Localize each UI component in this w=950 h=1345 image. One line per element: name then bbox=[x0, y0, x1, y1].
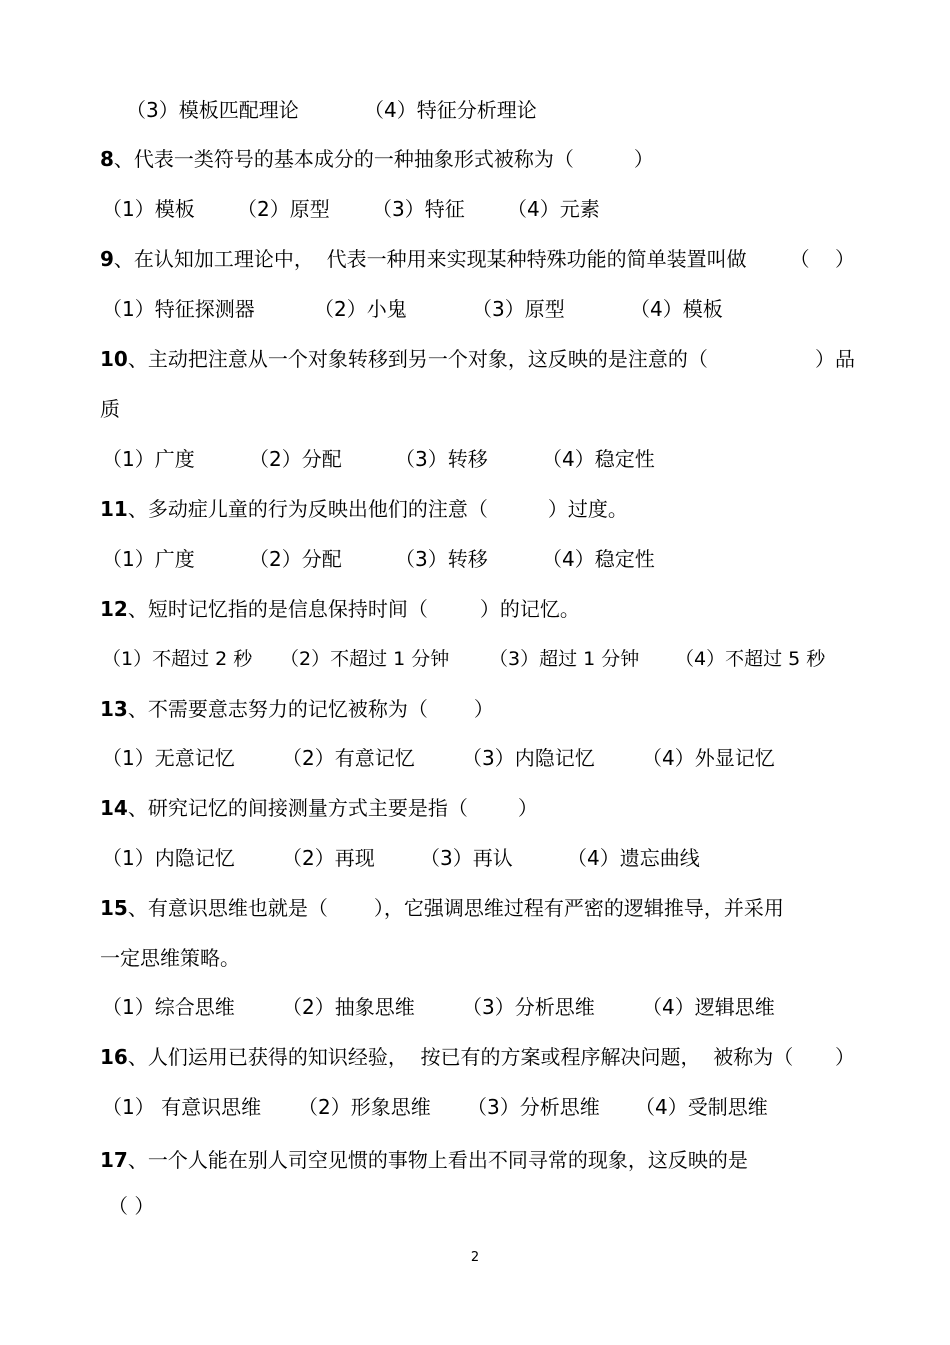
option: （1） 有意识思维 bbox=[102, 1095, 262, 1119]
option: （4）模板 bbox=[630, 297, 723, 321]
option: （4）不超过 5 秒 bbox=[675, 648, 826, 670]
question-text: 、一个人能在别人司空见惯的事物上看出不同寻常的现象，这反映的是 bbox=[127, 1148, 748, 1172]
option: （4）元素 bbox=[507, 197, 600, 221]
question-tail: ）品 bbox=[815, 347, 855, 371]
question-number: 9 bbox=[100, 247, 114, 271]
option: （3）超过 1 分钟 bbox=[489, 648, 640, 670]
question-text: 、代表一类符号的基本成分的一种抽象形式被称为（ bbox=[113, 147, 574, 171]
question-16 bbox=[100, 1042, 855, 1072]
option: （3）分析思维 bbox=[467, 1095, 600, 1119]
question-15-continuation: 一定思维策略。 bbox=[100, 946, 240, 970]
question-14 bbox=[100, 793, 538, 823]
question-9 bbox=[100, 244, 855, 274]
option: （3）原型 bbox=[472, 297, 565, 321]
question-13 bbox=[100, 694, 494, 724]
question-text: 、研究记忆的间接测量方式主要是指（ bbox=[127, 796, 468, 820]
option: （1）特征探测器 bbox=[102, 297, 255, 321]
option: （2）形象思维 bbox=[298, 1095, 431, 1119]
page-number: 2 bbox=[470, 1250, 480, 1265]
option: （3）转移 bbox=[395, 447, 488, 471]
option: （4）特征分析理论 bbox=[364, 98, 537, 122]
option: （1）无意记忆 bbox=[102, 746, 235, 770]
option: （1）广度 bbox=[102, 547, 195, 571]
option: （2）不超过 1 分钟 bbox=[280, 648, 450, 670]
question-text: 、人们运用已获得的知识经验， 按已有的方案或程序解决问题， 被称为（ bbox=[127, 1045, 794, 1069]
option: （1）内隐记忆 bbox=[102, 846, 235, 870]
question-tail: ） bbox=[835, 1045, 855, 1069]
question-number: 16 bbox=[100, 1045, 128, 1069]
question-number: 17 bbox=[100, 1148, 128, 1172]
question-number: 15 bbox=[100, 896, 128, 920]
option: （2）原型 bbox=[237, 197, 330, 221]
question-tail: （ ） bbox=[789, 247, 855, 271]
question-tail: ） bbox=[473, 697, 494, 721]
option: （4）外显记忆 bbox=[642, 746, 775, 770]
option: （4）遗忘曲线 bbox=[567, 846, 700, 870]
option: （2）分配 bbox=[249, 447, 342, 471]
option: （4）逻辑思维 bbox=[642, 995, 775, 1019]
question-text: 、短时记忆指的是信息保持时间（ bbox=[127, 597, 428, 621]
question-10-continuation: 质 bbox=[100, 397, 120, 421]
option: （1）广度 bbox=[102, 447, 195, 471]
question-tail: ） bbox=[517, 796, 538, 820]
question-10 bbox=[100, 344, 855, 374]
question-number: 8 bbox=[100, 147, 114, 171]
option: （3）转移 bbox=[395, 547, 488, 571]
question-text: 、主动把注意从一个对象转移到另一个对象，这反映的是注意的（ bbox=[127, 347, 708, 371]
question-17-continuation: （ ） bbox=[108, 1194, 155, 1218]
question-number: 12 bbox=[100, 597, 128, 621]
option: （3）模板匹配理论 bbox=[126, 98, 299, 122]
question-tail: ） bbox=[633, 147, 654, 171]
question-12 bbox=[100, 594, 580, 624]
question-number: 14 bbox=[100, 796, 128, 820]
question-15 bbox=[100, 893, 784, 923]
question-text: 、多动症儿童的行为反映出他们的注意（ bbox=[127, 497, 488, 521]
option: （2）分配 bbox=[249, 547, 342, 571]
option: （4）稳定性 bbox=[542, 547, 655, 571]
question-number: 10 bbox=[100, 347, 128, 371]
option: （3）内隐记忆 bbox=[462, 746, 595, 770]
option: （4）稳定性 bbox=[542, 447, 655, 471]
question-8 bbox=[100, 144, 654, 174]
option: （3）分析思维 bbox=[462, 995, 595, 1019]
option: （2）小鬼 bbox=[314, 297, 407, 321]
option: （1）模板 bbox=[102, 197, 195, 221]
option: （2）有意记忆 bbox=[282, 746, 415, 770]
question-text: 、在认知加工理论中， 代表一种用来实现某种特殊功能的简单装置叫做 bbox=[113, 247, 747, 271]
question-tail: ），它强调思维过程有严密的逻辑推导，并采用 bbox=[373, 896, 784, 920]
question-17 bbox=[100, 1145, 748, 1175]
question-number: 13 bbox=[100, 697, 128, 721]
option: （2）再现 bbox=[282, 846, 375, 870]
question-number: 11 bbox=[100, 497, 128, 521]
option: （4）受制思维 bbox=[635, 1095, 768, 1119]
option: （3）再认 bbox=[420, 846, 513, 870]
option: （3）特征 bbox=[372, 197, 465, 221]
option: （2）抽象思维 bbox=[282, 995, 415, 1019]
question-tail: ）过度。 bbox=[547, 497, 628, 521]
option: （1）不超过 2 秒 bbox=[102, 648, 253, 670]
question-11 bbox=[100, 494, 628, 524]
question-tail: ）的记忆。 bbox=[479, 597, 580, 621]
option: （1）综合思维 bbox=[102, 995, 235, 1019]
question-text: 、不需要意志努力的记忆被称为（ bbox=[127, 697, 428, 721]
question-text: 、有意识思维也就是（ bbox=[127, 896, 328, 920]
